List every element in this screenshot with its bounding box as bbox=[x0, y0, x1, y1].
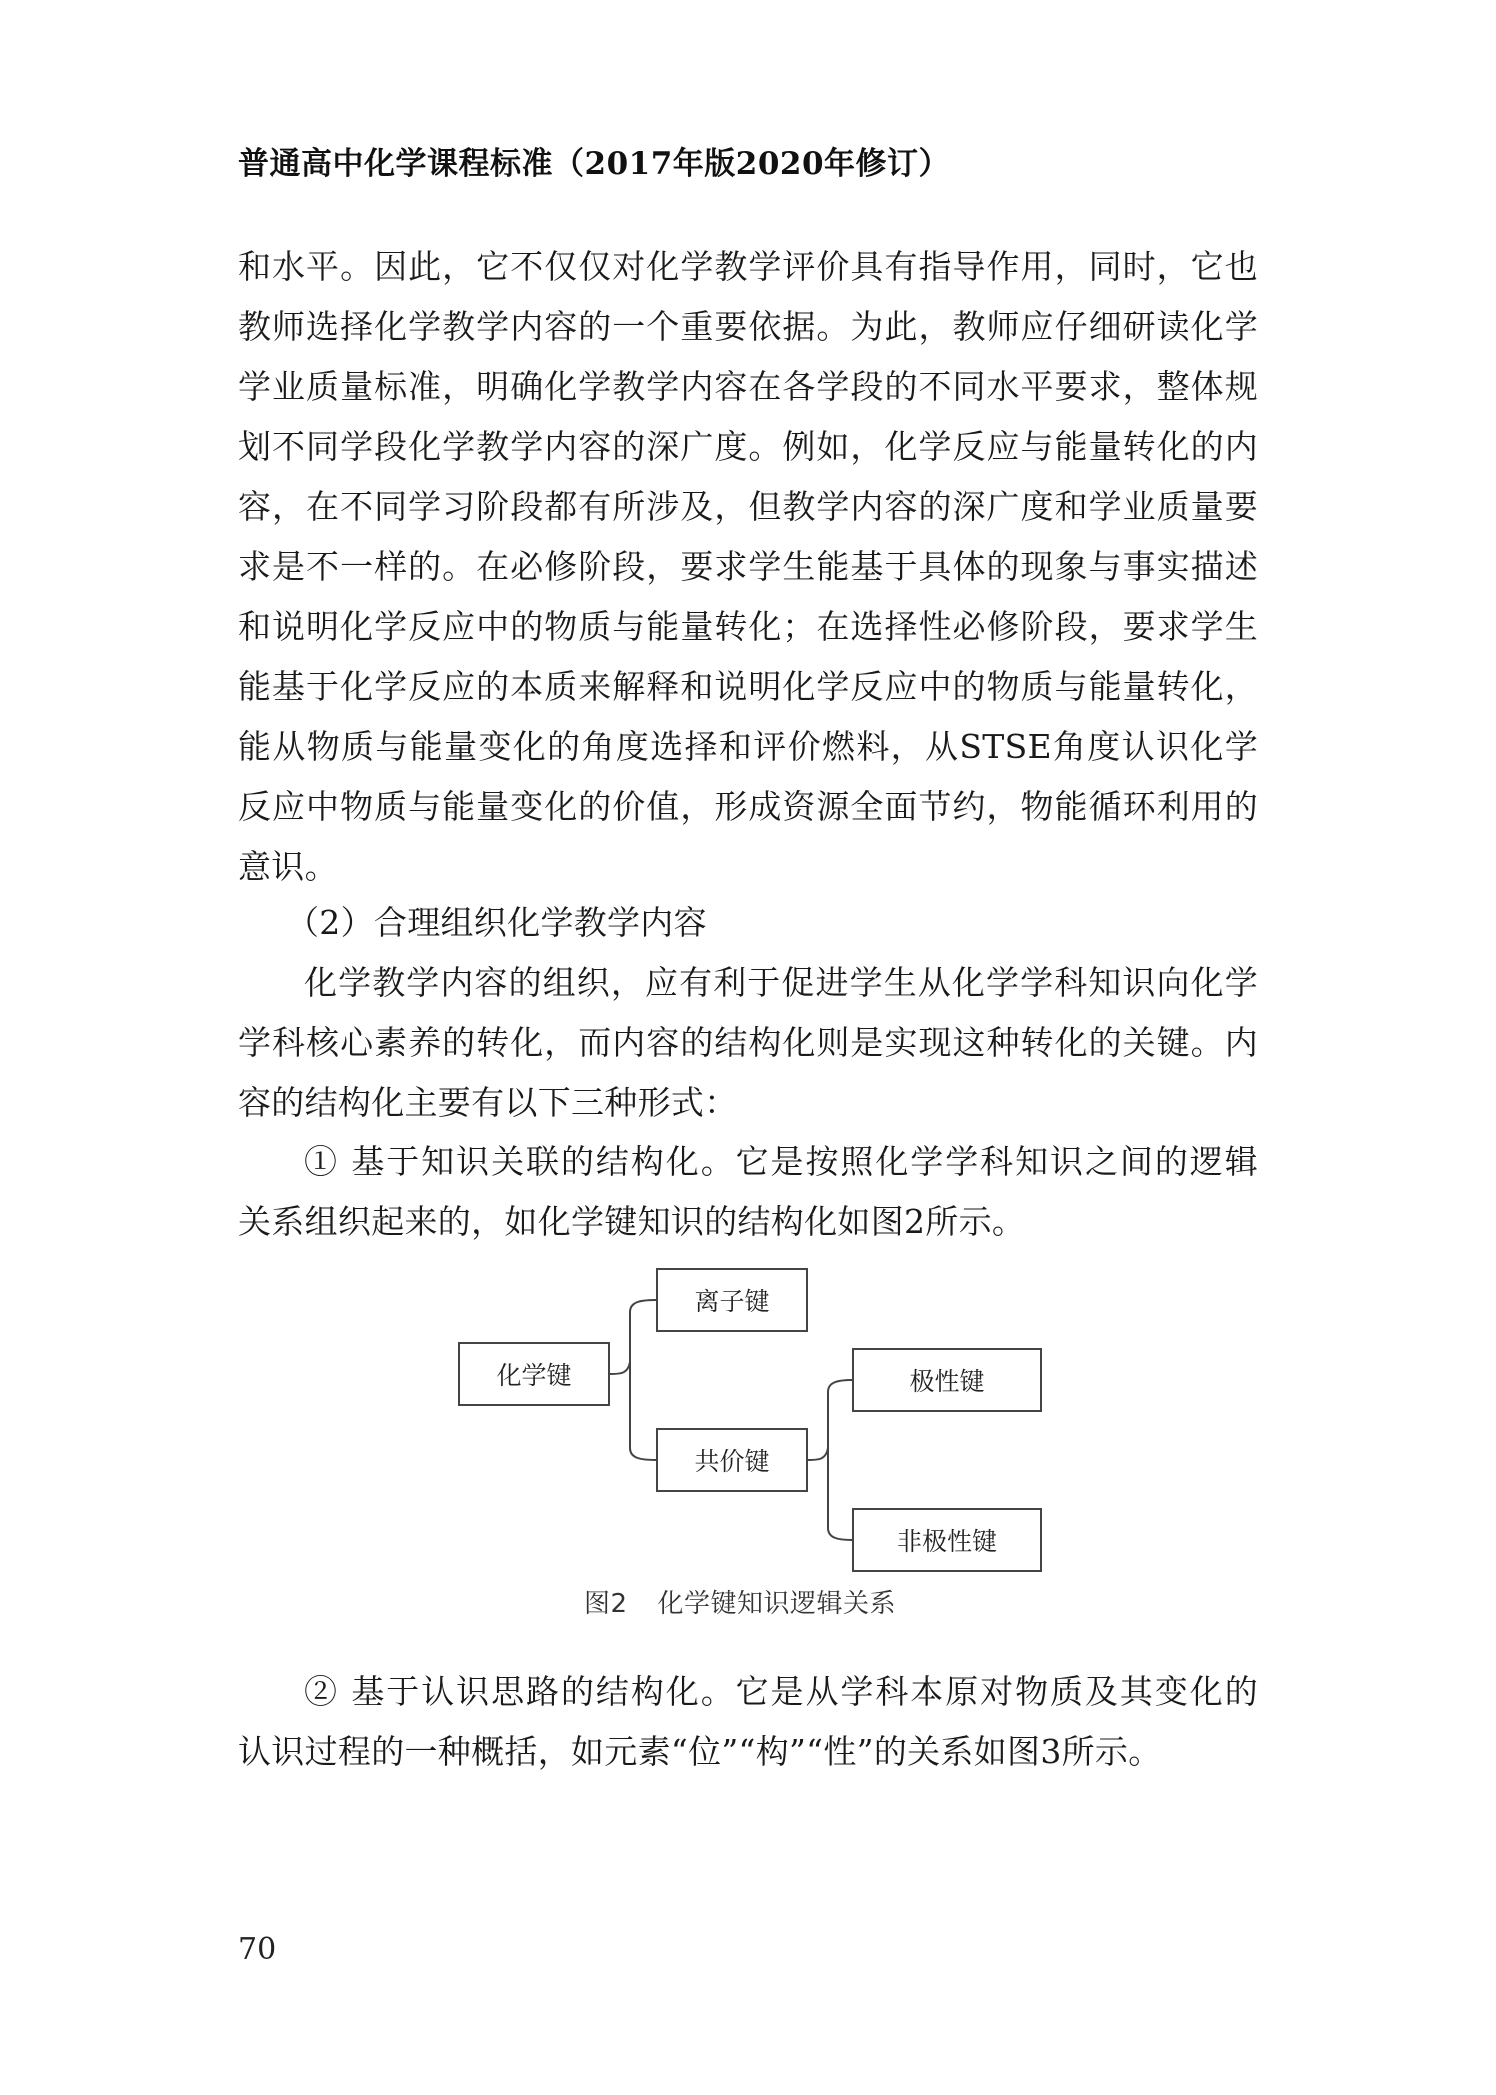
diagram-node-polar-bond: 极性键 bbox=[852, 1348, 1042, 1412]
paragraph-cognitive-structure bbox=[238, 1662, 1258, 1782]
running-header: 普通高中化学课程标准（2017年版2020年修订） bbox=[238, 146, 951, 182]
text-line: 和水平。因此，它不仅仅对化学教学评价具有指导作用，同时，它也 bbox=[238, 247, 1258, 286]
text-line: 容的结构化主要有以下三种形式： bbox=[238, 1083, 738, 1122]
text-line: 能基于化学反应的本质来解释和说明化学反应中的物质与能量转化， bbox=[238, 667, 1258, 706]
text-line: 认识过程的一种概括，如元素“位”“构”“性”的关系如图3所示。 bbox=[238, 1732, 1162, 1771]
diagram-node-nonpolar-bond: 非极性键 bbox=[852, 1508, 1042, 1572]
text-line: 能从物质与能量变化的角度选择和评价燃料，从STSE角度认识化学 bbox=[238, 727, 1258, 766]
text-line: 容，在不同学习阶段都有所涉及，但教学内容的深广度和学业质量要 bbox=[238, 487, 1258, 526]
diagram-node-chemical-bond: 化学键 bbox=[458, 1342, 610, 1406]
text-line: ② 基于认识思路的结构化。它是从学科本原对物质及其变化的 bbox=[304, 1672, 1258, 1711]
text-line: ① 基于知识关联的结构化。它是按照化学学科知识之间的逻辑 bbox=[304, 1142, 1258, 1181]
text-line: 和说明化学反应中的物质与能量转化；在选择性必修阶段，要求学生 bbox=[238, 607, 1258, 646]
text-line: 学科核心素养的转化，而内容的结构化则是实现这种转化的关键。内 bbox=[238, 1023, 1258, 1062]
text-line: 意识。 bbox=[238, 847, 338, 886]
diagram-node-covalent-bond: 共价键 bbox=[656, 1428, 808, 1492]
text-line: 求是不一样的。在必修阶段，要求学生能基于具体的现象与事实描述 bbox=[238, 547, 1258, 586]
text-line: 学业质量标准，明确化学教学内容在各学段的不同水平要求，整体规 bbox=[238, 367, 1258, 406]
figure-caption bbox=[584, 1583, 896, 1620]
figure-caption-text: 化学键知识逻辑关系 bbox=[657, 1589, 897, 1619]
text-line: 关系组织起来的，如化学键知识的结构化如图2所示。 bbox=[238, 1202, 1026, 1241]
text-line: 化学教学内容的组织，应有利于促进学生从化学学科知识向化学 bbox=[304, 963, 1258, 1002]
figure-label: 图2 bbox=[584, 1589, 628, 1619]
text-line: 教师选择化学教学内容的一个重要依据。为此，教师应仔细研读化学 bbox=[238, 307, 1258, 346]
connector-root-brace bbox=[610, 1300, 656, 1460]
subheading-text: （2）合理组织化学教学内容 bbox=[286, 903, 707, 942]
text-line: 划不同学段化学教学内容的深广度。例如，化学反应与能量转化的内 bbox=[238, 427, 1258, 466]
diagram-node-ionic-bond: 离子键 bbox=[656, 1268, 808, 1332]
page-number: 70 bbox=[238, 1932, 277, 1967]
connector-covalent-brace bbox=[808, 1380, 852, 1540]
text-line: 反应中物质与能量变化的价值，形成资源全面节约，物能循环利用的 bbox=[238, 787, 1258, 826]
